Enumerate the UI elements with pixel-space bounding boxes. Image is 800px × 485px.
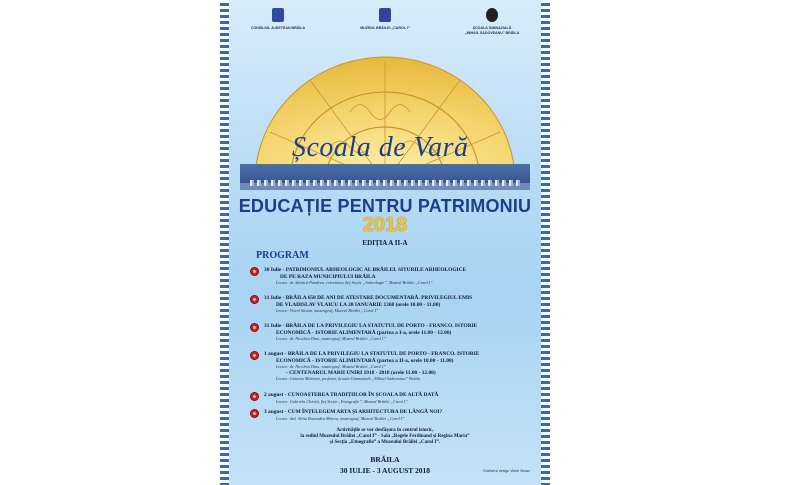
event-lecturer: Lector: Viorel Stoian, muzeograf, Muzeul Brăilei „Carol I” xyxy=(276,308,379,313)
event-text: DE VLADISLAV VLAICU LA 20 IANUARIE 1368 (orele 10.00 - 11.00) xyxy=(276,301,441,308)
logo-label: CONSILIUL JUDEȚEAN BRĂILA xyxy=(250,26,306,30)
logo-muzeul-brailei xyxy=(335,8,435,31)
event-text: ECONOMICĂ - ISTORIE ALIMENTARĂ (partea a I-a, orele 11.00 - 12.00) xyxy=(276,329,452,336)
bullet-marker-icon xyxy=(250,351,259,360)
event-item xyxy=(256,392,526,404)
program-title: PROGRAM xyxy=(256,250,309,261)
event-lecturer: Lector: dr. Nicoleta Dinu, muzeograf, Muzeul Brăilei „Carol I” xyxy=(276,364,386,369)
event-dates: 30 IULIE - 3 AUGUST 2018 xyxy=(339,466,431,475)
event-text: - CENTENARUL MARII UNIRI 1918 - 2018 (orele 11.00 - 12.00) xyxy=(286,369,436,376)
museum-crest-icon xyxy=(379,8,391,22)
event-text: ECONOMICĂ - ISTORIE ALIMENTARĂ (partea a II-a, orele 10.00 - 11.00) xyxy=(276,357,454,364)
event-text: 3 august - CUM ÎNȚELEGEM ARTA ȘI ARHITECTURA DE LÂNGĂ NOI? xyxy=(264,409,443,415)
coat-of-arms-icon xyxy=(272,8,284,22)
event-lecturer: Lector: drd. Alina Ruxandra Mircea, muzeograf, Muzeul Brăilei „Carol I” xyxy=(276,415,405,421)
event-item xyxy=(256,409,526,421)
venue-note: Activitățile se vor desfășura în centrul istoric, xyxy=(336,428,434,433)
logo-label-2: „MIHAIL SADOVEANU” BRĂILA xyxy=(464,31,520,35)
bullet-marker-icon xyxy=(250,323,259,332)
logo-consiliul-judetean xyxy=(228,8,328,31)
event-item xyxy=(256,295,526,314)
portrait-icon xyxy=(486,8,498,22)
bullet-marker-icon xyxy=(250,295,259,304)
year: 2018 xyxy=(362,214,408,236)
bullet-marker-icon xyxy=(250,392,259,401)
venue-note: la sediul Muzeului Brăilei „Carol I” - Sala „Regele Ferdinand și Regina Maria” xyxy=(300,434,470,439)
event-item xyxy=(256,351,526,382)
event-text: 1 august - BRĂILA DE LA PRIVILEGIU LA STATUTUL DE PORTO - FRANCO. ISTORIE xyxy=(264,351,480,357)
event-item xyxy=(256,267,526,286)
logo-scoala-sadoveanu xyxy=(442,8,542,36)
event-text: 2 august - CUNOAȘTEREA TRADIȚIILOR ÎN ȘCOALA DE ALTĂ DATĂ xyxy=(264,392,439,398)
design-credit: Grafică și design Viorel Stoian xyxy=(483,469,530,473)
poster xyxy=(220,0,550,485)
edition: EDIȚIA A II-A xyxy=(362,239,408,247)
event-text: DE PE RAZA MUNICIPIULUI BRĂILA xyxy=(280,273,376,280)
title-scoala-de-vara: Școala de Vară xyxy=(292,132,469,163)
event-lecturer: Lector: Gabriela Chiriță, Șef Secție „Etnografie”, Muzeul Brăilei „Carol I” xyxy=(276,398,408,404)
logo-label: ȘCOALA GIMNAZIALĂ xyxy=(472,26,512,30)
logo-label: MUZEUL BRĂILEI „CAROL I” xyxy=(360,26,410,30)
event-lecturer: Lector: dr. Stănică Pandrea, cercetător, Șef Secție „Arheologie”, Muzeul Brăilei „Carol I” xyxy=(276,280,433,285)
event-text: 31 Iulie - BRĂILA 650 DE ANI DE ATESTARE DOCUMENTARĂ. PRIVILEGIUL EMIS xyxy=(264,295,473,301)
city-skyline-band xyxy=(240,164,530,190)
event-lecturer: Lector: dr. Nicoleta Dinu, muzeograf, Muzeul Brăilei „Carol I” xyxy=(276,336,386,341)
event-text: 31 Iulie - BRĂILA DE LA PRIVILEGIU LA STATUTUL DE PORTO - FRANCO. ISTORIE xyxy=(264,323,478,329)
bullet-marker-icon xyxy=(250,409,259,418)
subtitle: EDUCAȚIE PENTRU PATRIMONIU xyxy=(238,196,532,216)
event-text: 30 Iulie - PATRIMONIUL ARHEOLOGIC AL BRĂILEI. SITURILE ARHEOLOGICE xyxy=(264,267,467,273)
venue-note: și Secția „Etnografie” a Muzeului Brăilei „Carol I”. xyxy=(329,440,441,445)
location: BRĂILA xyxy=(370,455,400,464)
event-lecturer: Lector: Gianina Mărincă, profesor, Școala Gimnazială „Mihail Sadoveanu” Brăila xyxy=(276,376,421,382)
event-item xyxy=(256,323,526,342)
bullet-marker-icon xyxy=(250,267,259,276)
